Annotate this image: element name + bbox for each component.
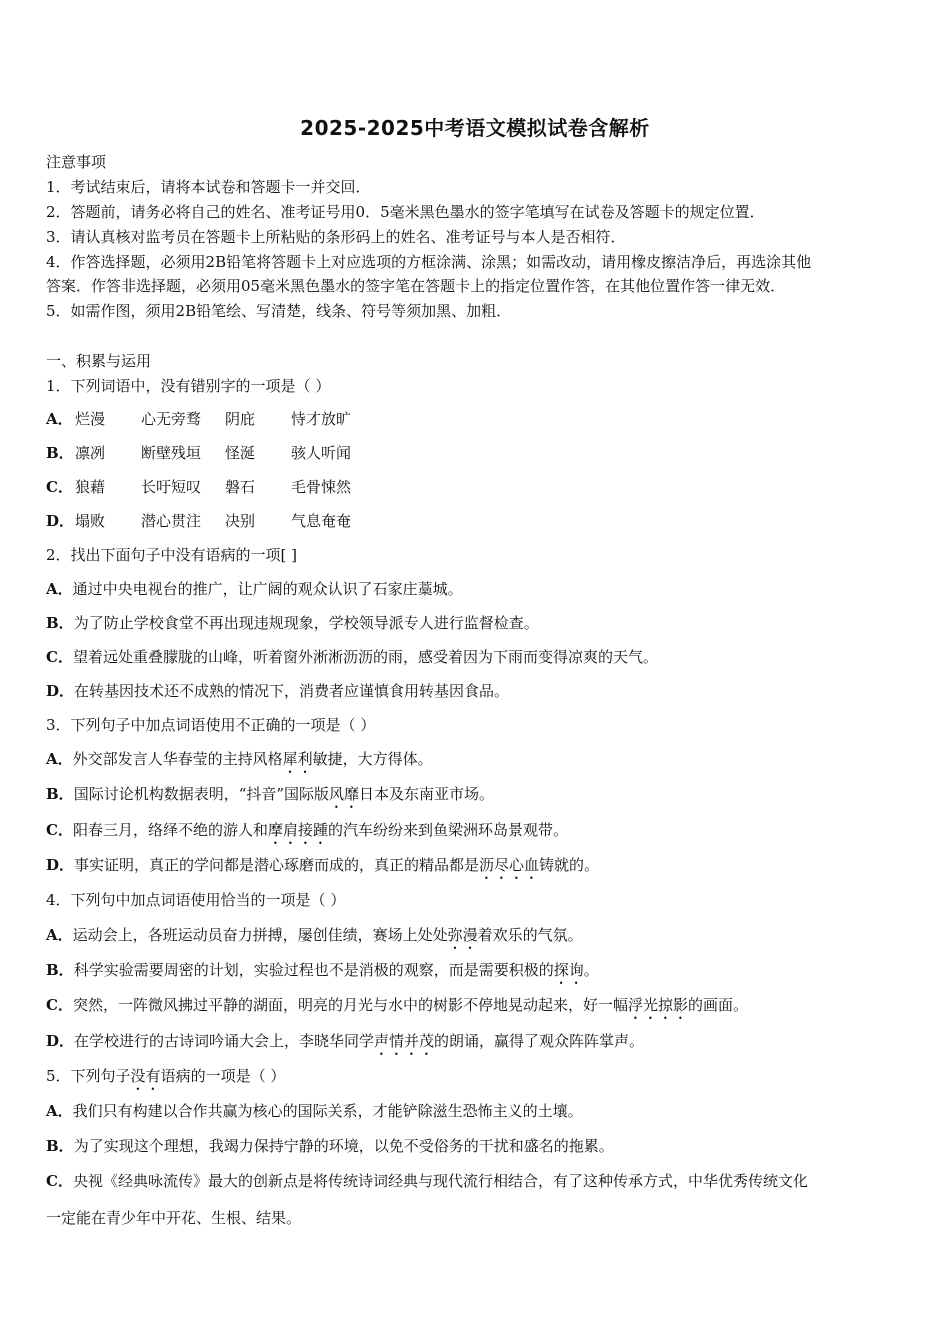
q5-option-b xyxy=(46,1136,614,1156)
option-text-post: 的汽车纷纷来到鱼梁洲环岛景观带。 xyxy=(327,821,568,839)
option-label: B． xyxy=(46,1137,74,1155)
option-word: 决别 xyxy=(225,512,256,530)
q3-option-c xyxy=(46,820,568,848)
option-word: 断壁残垣 xyxy=(141,444,202,462)
option-text: 我们只有构建以合作共赢为核心的国际关系，才能铲除滋生恐怖主义的土壤。 xyxy=(72,1102,583,1120)
q4-option-c xyxy=(46,995,748,1023)
option-word: 恃才放旷 xyxy=(291,410,352,428)
note-item: 2．答题前，请务必将自己的姓名、准考证号用0．5毫米黑色墨水的签字笔填写在试卷及答题卡的规定位置． xyxy=(46,203,765,221)
option-text-post: 铸就的。 xyxy=(539,856,600,874)
notes-heading: 注意事项 xyxy=(46,153,107,171)
option-text-pre: 突然，一阵微风拂过平静的湖面，明亮的月光与水中的树影不停地晃动起来，好一幅 xyxy=(72,996,628,1014)
q5-option-c-continued xyxy=(46,1208,301,1228)
option-text: 为了实现这个理想，我竭力保持宁静的环境，以免不受俗务的干扰和盛名的拖累。 xyxy=(73,1137,614,1155)
option-label: B． xyxy=(46,444,74,462)
option-word: 长吁短叹 xyxy=(141,478,202,496)
option-text: 通过中央电视台的推广，让广阔的观众认识了石家庄藁城。 xyxy=(72,580,463,598)
emphasized-word: 犀利 xyxy=(282,750,313,768)
option-word: 毛骨悚然 xyxy=(291,478,352,496)
note-item: 3．请认真核对监考员在答题卡上所粘贴的条形码上的姓名、准考证号与本人是否相符． xyxy=(46,228,626,246)
option-label: A． xyxy=(46,750,73,768)
option-word: 怪涎 xyxy=(225,444,256,462)
option-text-pre: 国际讨论机构数据表明，“抖音”国际版 xyxy=(73,785,330,803)
option-text-pre: 在学校进行的古诗词吟诵大会上，李晓华同学 xyxy=(74,1032,375,1050)
option-text-post: 。 xyxy=(583,961,599,979)
option-label: D． xyxy=(46,682,75,700)
option-text-pre: 运动会上，各班运动员奋力拼搏，屡创佳绩，赛场上处处 xyxy=(72,926,448,944)
option-text: 望着远处重叠朦胧的山峰，听着窗外淅淅沥沥的雨，感受着因为下雨而变得凉爽的天气。 xyxy=(72,648,658,666)
option-text-post: 日本及东南亚市场。 xyxy=(359,785,495,803)
option-text: 为了防止学校食堂不再出现违规现象，学校领导派专人进行监督检查。 xyxy=(73,614,539,632)
option-label: A． xyxy=(46,926,73,944)
note-item: 4．作答选择题，必须用2B铅笔将答题卡上对应选项的方框涂满、涂黑；如需改动，请用橡皮擦洁净后，再选涂其他 xyxy=(46,253,812,271)
option-text-pre: 阳春三月，络绎不绝的游人和 xyxy=(72,821,268,839)
q4-option-a xyxy=(46,925,583,953)
q2-option-d xyxy=(46,681,509,701)
option-text: 在转基因技术还不成熟的情况下，消费者应谨慎食用转基因食品。 xyxy=(74,682,510,700)
option-label: C． xyxy=(46,1172,73,1190)
option-word: 骇人听闻 xyxy=(291,444,352,462)
option-text-pre: 外交部发言人华春莹的主持风格 xyxy=(72,750,283,768)
option-word: 塌败 xyxy=(75,512,106,530)
emphasized-word: 浮光掠影 xyxy=(627,996,688,1014)
option-label: A． xyxy=(46,1102,73,1120)
option-text: 央视《经典咏流传》最大的创新点是将传统诗词经典与现代流行相结合，有了这种传承方式，中华优秀传统文化 xyxy=(72,1172,808,1190)
question-3-stem: 3．下列句子中加点词语使用不正确的一项是（ ） xyxy=(46,716,376,734)
q2-option-a xyxy=(46,579,463,599)
option-label: D． xyxy=(46,856,75,874)
q2-option-b xyxy=(46,613,539,633)
emphasized-word: 声情并茂 xyxy=(374,1032,435,1050)
option-label: D． xyxy=(46,1032,75,1050)
option-text-pre: 科学实验需要周密的计划，实验过程也不是消极的观察，而是需要积极的 xyxy=(73,961,554,979)
option-text-post: 敏捷，大方得体。 xyxy=(312,750,433,768)
q5-option-c xyxy=(46,1171,808,1191)
emphasized-word: 风靡 xyxy=(329,785,360,803)
note-item: 答案．作答非选择题，必须用05毫米黑色墨水的签字笔在答题卡上的指定位置作答，在其他位置作答一律无效． xyxy=(46,277,786,295)
question-2-stem: 2．找出下面句子中没有语病的一项[ ] xyxy=(46,546,298,564)
option-word: 烂漫 xyxy=(75,410,106,428)
option-label: C． xyxy=(46,996,73,1014)
note-item: 5．如需作图，须用2B铅笔绘、写清楚，线条、符号等须加黑、加粗． xyxy=(46,302,512,320)
q3-option-b xyxy=(46,784,494,812)
option-text-post: 的画面。 xyxy=(687,996,748,1014)
option-text-pre: 事实证明，真正的学问都是潜心琢磨而成的，真正的精品都是 xyxy=(74,856,480,874)
option-word: 心无旁骛 xyxy=(141,410,202,428)
option-label: C． xyxy=(46,821,73,839)
question-5-stem xyxy=(46,1066,906,1094)
option-text: 一定能在青少年中开花、生根、结果。 xyxy=(46,1209,302,1227)
section-heading: 一、积累与运用 xyxy=(46,352,152,370)
option-word: 磐石 xyxy=(225,478,256,496)
q2-option-c xyxy=(46,647,658,667)
option-label: B． xyxy=(46,614,74,632)
emphasized-word: 没有 xyxy=(130,1067,161,1085)
option-label: A． xyxy=(46,580,73,598)
question-4-stem: 4．下列句中加点词语使用恰当的一项是（ ） xyxy=(46,891,346,909)
option-word: 气息奄奄 xyxy=(291,512,352,530)
question-1-stem: 1．下列词语中，没有错别字的一项是（ ） xyxy=(46,377,331,395)
stem-pre: 5．下列句子 xyxy=(46,1067,131,1085)
option-label: B． xyxy=(46,961,74,979)
option-word: 狼藉 xyxy=(75,478,106,496)
emphasized-word: 摩肩接踵 xyxy=(267,821,328,839)
q3-option-d xyxy=(46,855,599,883)
option-word: 潜心贯注 xyxy=(141,512,202,530)
q3-option-a xyxy=(46,749,433,777)
stem-post: 语病的一项是（ ） xyxy=(160,1067,286,1085)
q5-option-a xyxy=(46,1101,583,1121)
option-text-post: 着欢乐的气氛。 xyxy=(477,926,583,944)
option-label: C． xyxy=(46,478,73,496)
q4-option-b xyxy=(46,960,599,988)
q4-option-d xyxy=(46,1031,644,1059)
option-word: 阴庇 xyxy=(225,410,256,428)
emphasized-word: 探询 xyxy=(553,961,584,979)
option-text-post: 的朗诵，赢得了观众阵阵掌声。 xyxy=(434,1032,645,1050)
emphasized-word: 弥漫 xyxy=(447,926,478,944)
option-label: C． xyxy=(46,648,73,666)
page-title: 2025-2025中考语文模拟试卷含解析 xyxy=(300,116,650,140)
option-label: A． xyxy=(46,410,73,428)
option-word: 凛冽 xyxy=(75,444,106,462)
emphasized-word: 沥尽心血 xyxy=(479,856,540,874)
option-label: B． xyxy=(46,785,74,803)
note-item: 1．考试结束后，请将本试卷和答题卡一并交回． xyxy=(46,178,371,196)
option-label: D． xyxy=(46,512,75,530)
